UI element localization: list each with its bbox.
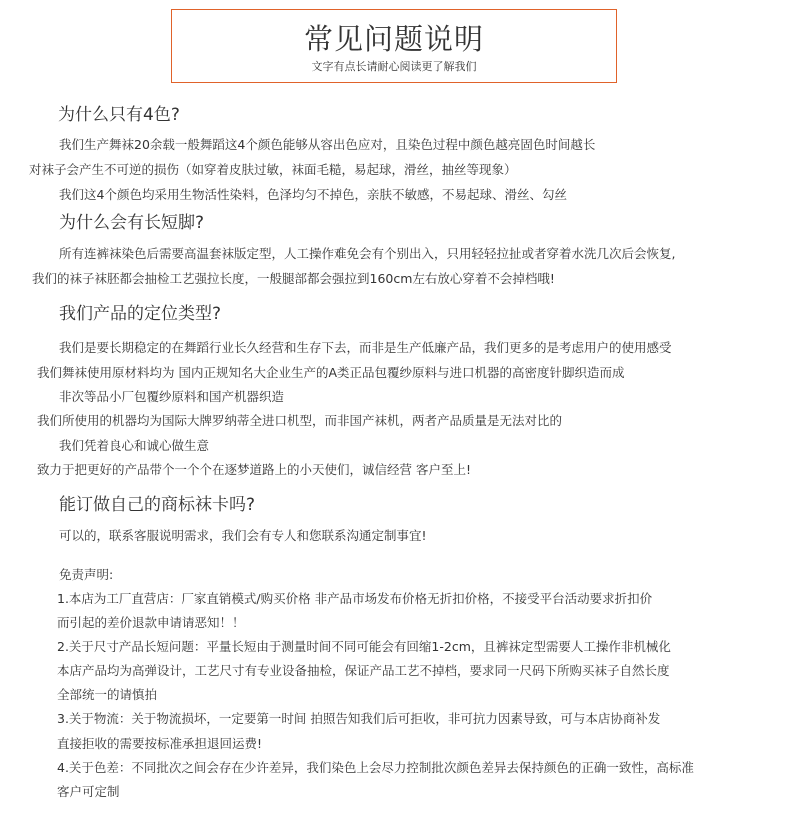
disclaimer-line: 3.关于物流：关于物流损坏，一定要第一时间 拍照告知我们后可拒收，非可抗力因素导致，可与本店协商补发 (57, 711, 661, 726)
page-title: 常见问题说明 (303, 22, 484, 56)
disclaimer-line: 2.关于尺寸产品长短问题：平量长短由于测量时间不同可能会有回缩1-2cm，且裤袜定型需要人工操作非机械化 (57, 639, 671, 654)
disclaimer-title: 免责声明: (59, 567, 114, 582)
page-subtitle: 文字有点长请耐心阅读更了解我们 (311, 60, 477, 73)
section-heading: 为什么只有4色? (58, 105, 180, 125)
disclaimer-line: 客户可定制 (57, 784, 120, 799)
disclaimer-line: 4.关于色差：不同批次之间会存在少许差异，我们染色上会尽力控制批次颜色差异去保持颜色的正确一致性，高标准 (57, 760, 694, 775)
section-heading: 我们产品的定位类型? (59, 304, 222, 324)
paragraph-line: 非次等品小厂包覆纱原料和国产机器织造 (59, 389, 285, 404)
paragraph-line: 可以的，联系客服说明需求，我们会有专人和您联系沟通定制事宜! (59, 528, 427, 543)
disclaimer-line: 直接拒收的需要按标准承担退回运费! (57, 736, 263, 751)
disclaimer-line: 1.本店为工厂直营店：厂家直销模式/购买价格 非产品市场发布价格无折扣价格，不接受平台活动要求折扣价 (57, 591, 653, 606)
paragraph-line: 我们舞袜使用原材料均为 国内正规知名大企业生产的A类正品包覆纱原料与进口机器的高密度针脚织造而成 (37, 365, 625, 380)
paragraph-line: 所有连裤袜染色后需要高温套袜版定型，人工操作难免会有个别出入，只用轻轻拉扯或者穿着水洗几次后会恢复, (59, 246, 676, 261)
disclaimer-line: 全部统一的请慎拍 (57, 687, 158, 702)
title-box (171, 9, 617, 83)
disclaimer-line: 本店产品均为高弹设计，工艺尺寸有专业设备抽检，保证产品工艺不掉档，要求同一尺码下所购买袜子自然长度 (57, 663, 670, 678)
paragraph-line: 我们凭着良心和诚心做生意 (59, 438, 210, 453)
paragraph-line: 我们这4个颜色均采用生物活性染料，色泽均匀不掉色，亲肤不敏感，不易起球、滑丝、勾丝 (59, 187, 567, 202)
disclaimer-line: 而引起的差价退款申请请恶知！！ (57, 615, 245, 630)
paragraph-line: 我们所使用的机器均为国际大牌罗纳蒂全进口机型，而非国产袜机，两者产品质量是无法对比的 (37, 413, 563, 428)
paragraph-line: 我们的袜子袜胚都会抽检工艺强拉长度，一般腿部都会强拉到160cm左右放心穿着不会掉档哦! (32, 271, 555, 286)
paragraph-line: 致力于把更好的产品带个一个个在逐梦道路上的小天使们，诚信经营 客户至上! (37, 462, 471, 477)
section-heading: 为什么会有长短脚? (59, 213, 205, 233)
paragraph-line: 对袜子会产生不可逆的损伤（如穿着皮肤过敏，袜面毛糙，易起球，滑丝，抽丝等现象） (29, 162, 517, 177)
paragraph-line: 我们是要长期稳定的在舞蹈行业长久经营和生存下去，而非是生产低廉产品，我们更多的是考虑用户的使用感受 (59, 340, 672, 355)
section-heading: 能订做自己的商标袜卡吗? (59, 495, 256, 515)
paragraph-line: 我们生产舞袜20余载一般舞蹈这4个颜色能够从容出色应对，且染色过程中颜色越亮固色时间越长 (59, 137, 596, 152)
